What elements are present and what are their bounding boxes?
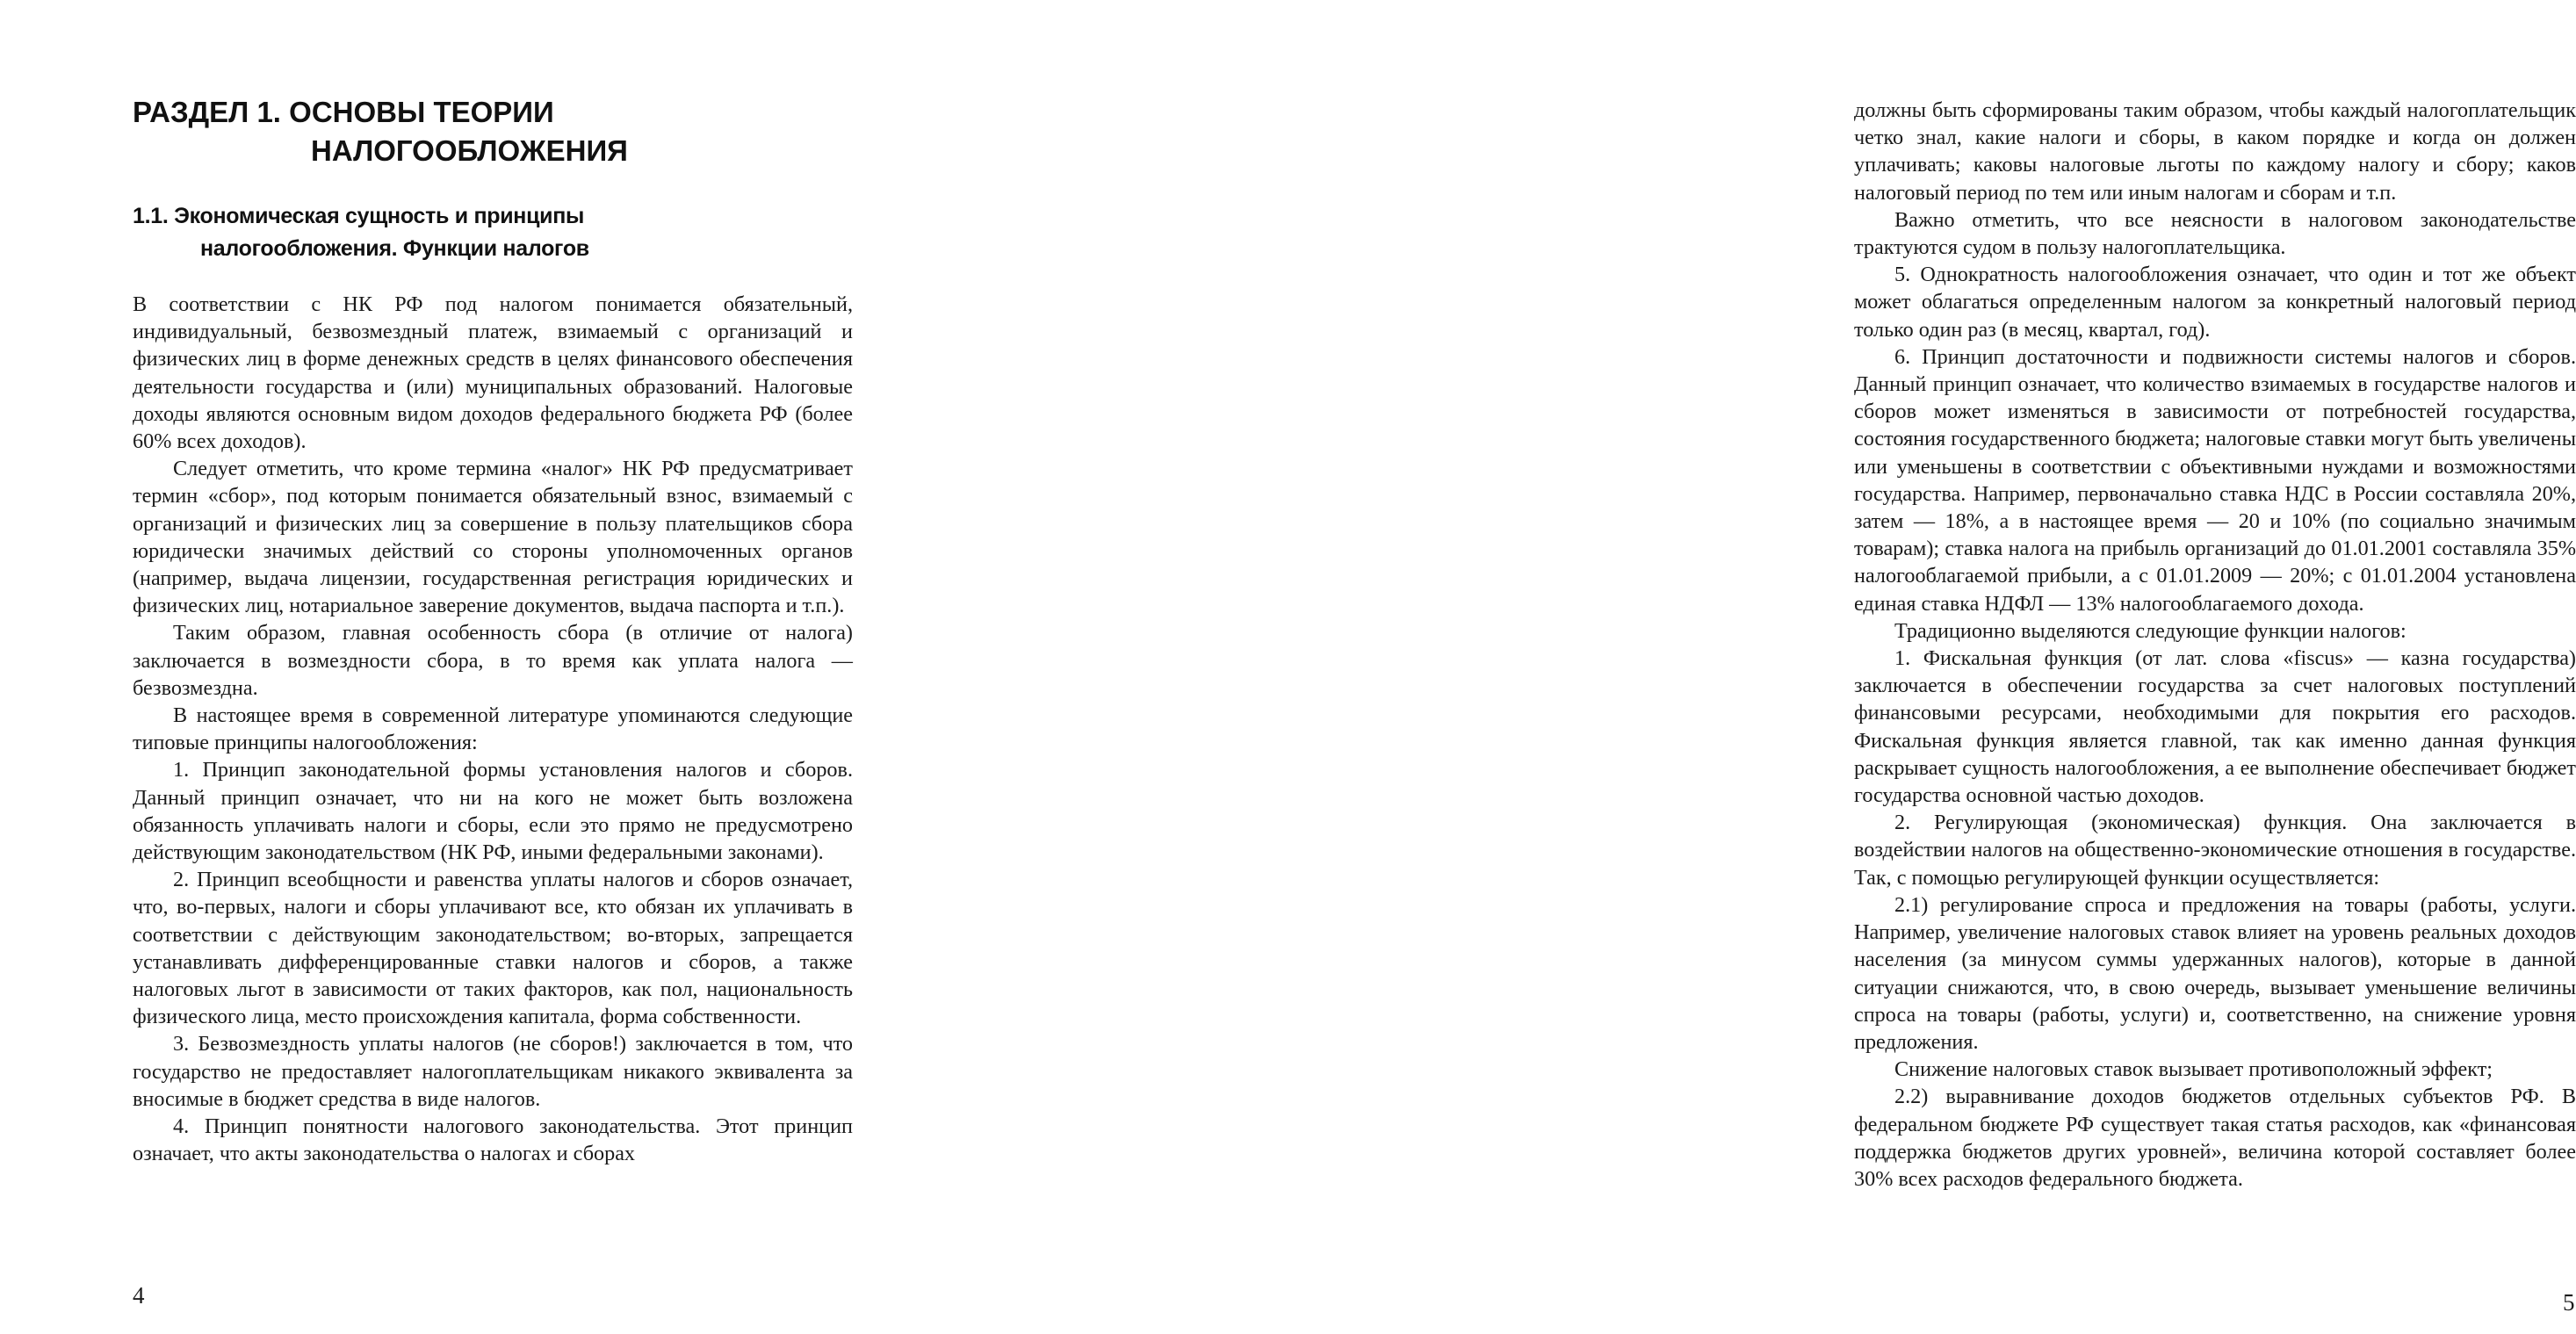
paragraph: 4. Принцип понятности налогового законодательства. Этот принцип означает, что акты законодательства о налогах и сборах xyxy=(133,1114,853,1166)
left-page-body xyxy=(133,291,853,1168)
paragraph: Снижение налоговых ставок вызывает противоположный эффект; xyxy=(1894,1057,2493,1082)
paragraph: 2.1) регулирование спроса и предложения на товары (работы, услуги. Например, увеличение налоговых ставок влияет на уровень реальных доходов населения (за минусом суммы удержанных налогов), которые в данной ситуации снижаются, что, в свою очередь, вызывает уменьшение величины спроса на товары (работы, услуги) и, соответственно, на снижение уровня предложения. xyxy=(1854,892,2576,1054)
page-number: 4 xyxy=(133,1282,145,1309)
paragraph: Традиционно выделяются следующие функции налогов: xyxy=(1894,618,2406,643)
section-title xyxy=(133,93,628,170)
right-page-body xyxy=(1854,97,2576,1193)
paragraph: Таким образом, главная особенность сбора (в отличие от налога) заключается в возмездности сбора, в то время как уплата налога — безвозмездна. xyxy=(133,621,853,700)
section-title-line1: РАЗДЕЛ 1. ОСНОВЫ ТЕОРИИ xyxy=(133,96,554,128)
subsection-title-line2: налогообложения. Функции налогов xyxy=(200,236,589,261)
paragraph: Следует отметить, что кроме термина «налог» НК РФ предусматривает термин «сбор», под которым понимается обязательный взнос, взимаемый с организаций и физических лиц за совершение в пользу плательщиков сбора юридически значимых действий со стороны уполномоченных органов (например, выдача лицензии, государственная регистрация юридических и физических лиц, нотариальное заверение документов, выдача паспорта и т.п.). xyxy=(133,457,853,618)
section-title-line2: НАЛОГООБЛОЖЕНИЯ xyxy=(311,134,628,167)
paragraph: 3. Безвозмездность уплаты налогов (не сборов!) заключается в том, что государство не предоставляет налогоплательщикам никакого эквивалента за вносимые в бюджет средства в виде налогов. xyxy=(133,1032,853,1111)
paragraph: 2. Принцип всеобщности и равенства уплаты налогов и сборов означает, что, во-первых, налоги и сборы уплачивают все, кто обязан их уплачивать в соответствии с действующим законодательством; во-вторых, запрещается устанавливать дифференцированные ставки налогов и сборов, а также налоговых льгот в зависимости от таких факторов, как пол, национальность физического лица, место происхождения капитала, форма собственности. xyxy=(133,868,853,1029)
paragraph: 2.2) выравнивание доходов бюджетов отдельных субъектов РФ. В федеральном бюджете РФ существует такая статья расходов, как «финансовая поддержка бюджетов других уровней», величина которой составляет более 30% всех расходов федерального бюджета. xyxy=(1854,1085,2576,1191)
paragraph: Важно отметить, что все неясности в налоговом законодательстве трактуются судом в пользу налогоплательщика. xyxy=(1854,207,2576,260)
paragraph: 1. Фискальная функция (от лат. слова «fiscus» — казна государства) заключается в обеспечении государства за счет налоговых поступлений финансовыми ресурсами, необходимыми для покрытия его расходов. Фискальная функция является главной, так как именно данная функция раскрывает сущность налогообложения, а ее выполнение обеспечивает бюджет государства основной частью доходов. xyxy=(1854,646,2576,808)
subsection-title xyxy=(133,200,589,265)
paragraph: 5. Однократность налогообложения означает, что один и тот же объект может облагаться определенным налогом за конкретный налоговый период только один раз (в месяц, квартал, год). xyxy=(1854,263,2576,342)
paragraph: 2. Регулирующая (экономическая) функция. Она заключается в воздействии налогов на общественно-экономические отношения в государстве. Так, с помощью регулирующей функции осуществляется: xyxy=(1854,811,2576,890)
paragraph: В соответствии с НК РФ под налогом понимается обязательный, индивидуальный, безвозмездный платеж, взимаемый с организаций и физических лиц в форме денежных средств в целях финансового обеспечения деятельности государства и (или) муниципальных образований. Налоговые доходы являются основным видом доходов федерального бюджета РФ (более 60% всех доходов). xyxy=(133,292,853,454)
right-page xyxy=(878,0,2576,1334)
page-number: 5 xyxy=(2563,1289,2575,1316)
paragraph: должны быть сформированы таким образом, чтобы каждый налогоплательщик четко знал, какие налоги и сборы, в каком порядке и когда он должен уплачивать; каковы налоговые льготы по каждому налогу и сбору; каков налоговый период по тем или иным налогам и сборам и т.п. xyxy=(1854,98,2576,205)
paragraph: В настоящее время в современной литературе упоминаются следующие типовые принципы налогообложения: xyxy=(133,703,853,755)
left-page xyxy=(0,0,878,1334)
paragraph: 6. Принцип достаточности и подвижности системы налогов и сборов. Данный принцип означает, что количество взимаемых в государстве налогов и сборов может изменяться в зависимости от потребностей государства, состояния государственного бюджета; налоговые ставки могут быть увеличены или уменьшены в соответствии с объективными нуждами и возможностями государства. Например, первоначально ставка НДС в России составляла 20%, затем — 18%, а в настоящее время — 20 и 10% (по социально значимым товарам); ставка налога на прибыль организаций до 01.01.2001 составляла 35% налогооблагаемой прибыли, а с 01.01.2009 — 20%; с 01.01.2004 установлена единая ставка НДФЛ — 13% налогооблагаемого дохода. xyxy=(1854,344,2576,616)
paragraph: 1. Принцип законодательной формы установления налогов и сборов. Данный принцип означает, что ни на кого не может быть возложена обязанность уплачивать налоги и сборы, если это прямо не предусмотрено действующим законодательством (НК РФ, иными федеральными законами). xyxy=(133,758,853,865)
subsection-title-line1: 1.1. Экономическая сущность и принципы xyxy=(133,204,585,228)
